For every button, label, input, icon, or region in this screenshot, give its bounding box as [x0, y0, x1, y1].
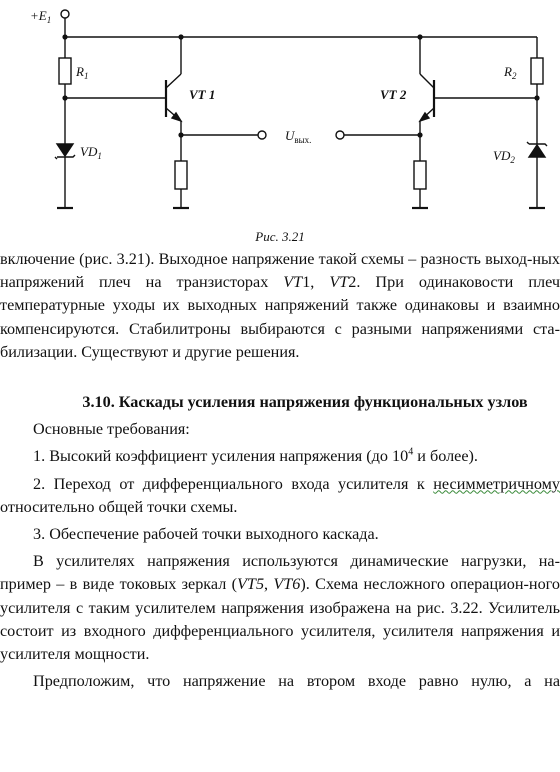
zener-vd1 [57, 144, 73, 156]
output-terminal-left [258, 131, 266, 139]
requirement-1: 1. Высокий коэффициент усиления напряжения (до $10^4$ и более). [33, 447, 478, 466]
resistor-r2 [531, 58, 543, 84]
label-vt2: VT 2 [380, 87, 407, 102]
label-uout: $U_{вых.}$ [285, 128, 312, 145]
resistor-emitter-1 [175, 161, 187, 189]
body-text [0, 248, 560, 693]
zener-vd2 [529, 145, 545, 157]
label-r1: $R_1$ [76, 64, 89, 81]
requirement-2: 2. Переход от дифференциального входа усилителя к несимметричному относительно общей точки схемы. [0, 474, 560, 516]
circuit-diagram [0, 0, 560, 228]
label-vd1: $VD_1$ [80, 144, 102, 161]
supply-terminal [61, 10, 69, 18]
requirements-intro: Основные требования: [33, 420, 190, 439]
label-r2: $R_2$ [504, 64, 517, 81]
paragraph-1: включение (рис. 3.21). Выходное напряжение такой схемы – разность выход-ных напряжений плеч на транзисторах VT1, VT2. При одинаковости плеч температурные уходы их выходных напряжений также одинаковы и взаимно компенсируются. Стабилитроны выбираются с разными напряжениями ста-билизации. Существуют и другие решения. [0, 250, 560, 361]
paragraph-2: В усилителях напряжения используются динамические нагрузки, на-пример – в виде токовых зеркал (VT5, VT6). Схема несложного операцион-ного усилителя с таким усилителем напряжения изображена на рис. 3.22. Усилитель состоит из входного дифференциального усилителя, усилителя напряжения и усилителя мощности. [0, 552, 560, 664]
label-vt1: VT 1 [189, 87, 216, 102]
resistor-emitter-2 [414, 161, 426, 189]
label-e1: $+E_1$ [30, 8, 52, 25]
label-vd2: $VD_2$ [493, 148, 515, 165]
output-terminal-right [336, 131, 344, 139]
spellcheck-word: несимметричному [433, 474, 560, 493]
figure-caption: Рис. 3.21 [255, 229, 305, 244]
paragraph-3: Предположим, что напряжение на втором входе равно нулю, а на [33, 672, 560, 691]
requirement-3: 3. Обеспечение рабочей точки выходного каскада. [33, 525, 379, 544]
resistor-r1 [59, 58, 71, 84]
junction-dots [62, 34, 539, 137]
section-heading: 3.10. Каскады усиления напряжения функциональных узлов [82, 393, 528, 412]
